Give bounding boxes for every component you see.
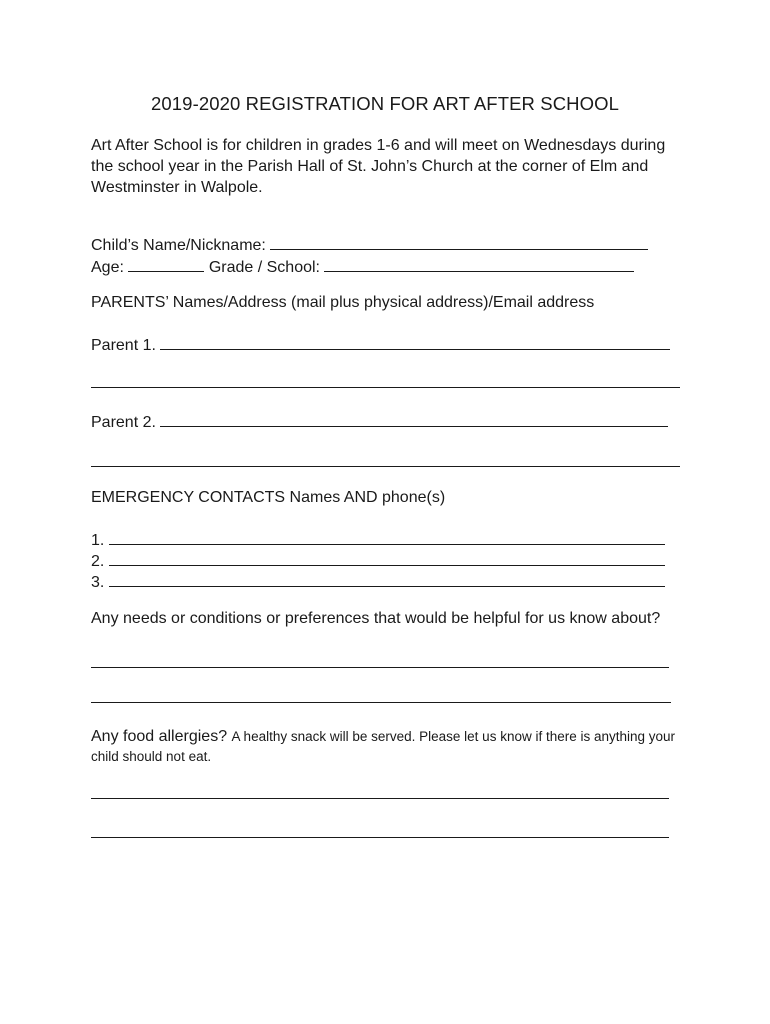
form-title: 2019-2020 REGISTRATION FOR ART AFTER SCHOOL [151, 93, 619, 114]
parent1-row [91, 333, 670, 356]
age-field[interactable] [128, 255, 204, 272]
child-name-row [91, 233, 648, 256]
emergency-contact-label: 1. [91, 532, 105, 549]
emergency-contact-row [91, 549, 665, 572]
emergency-contact-row [91, 570, 665, 593]
needs-field-line1[interactable] [91, 667, 669, 668]
needs-question: Any needs or conditions or preferences that would be helpful for us know about? [91, 610, 661, 627]
parent2-field[interactable] [160, 410, 668, 427]
emergency-contact-field[interactable] [109, 528, 665, 545]
allergy-field-line1[interactable] [91, 798, 669, 799]
parent1-label: Parent 1. [91, 337, 156, 354]
allergy-note: A healthy snack will be served. Please let us know if there is anything your child should not eat. [91, 729, 676, 764]
age-label: Age: [91, 259, 124, 276]
needs-field-line2[interactable] [91, 702, 671, 703]
emergency-heading: EMERGENCY CONTACTS Names AND phone(s) [91, 489, 446, 506]
allergy-block [91, 727, 681, 766]
parent2-field-line2[interactable] [91, 466, 680, 467]
emergency-contact-label: 3. [91, 574, 105, 591]
parent1-field-line2[interactable] [91, 387, 680, 388]
child-name-field[interactable] [270, 233, 648, 250]
allergy-field-line2[interactable] [91, 837, 669, 838]
allergy-question: Any food allergies? [91, 728, 228, 745]
parents-heading: PARENTS’ Names/Address (mail plus physical address)/Email address [91, 294, 595, 311]
age-grade-row [91, 255, 634, 278]
emergency-contact-label: 2. [91, 553, 105, 570]
emergency-contact-row [91, 528, 665, 551]
grade-school-field[interactable] [324, 255, 634, 272]
emergency-contact-field[interactable] [109, 549, 665, 566]
grade-school-label: Grade / School: [208, 259, 320, 276]
parent2-label: Parent 2. [91, 414, 156, 431]
emergency-contact-field[interactable] [109, 570, 665, 587]
parent1-field[interactable] [160, 333, 670, 350]
parent2-row [91, 410, 668, 433]
intro-paragraph: Art After School is for children in grades 1-6 and will meet on Wednesdays during the school year in the Parish Hall of St. John’s Church at the corner of Elm and Westminster in Walpole. [91, 137, 666, 196]
child-name-label: Child’s Name/Nickname: [91, 237, 266, 254]
